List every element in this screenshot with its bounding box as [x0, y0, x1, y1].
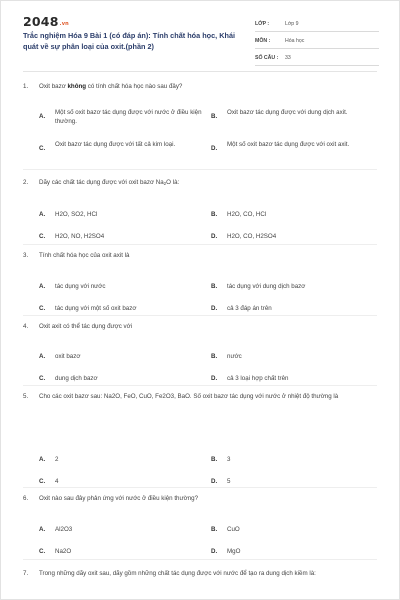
- logo-text: 2048: [23, 14, 59, 29]
- question-divider: [23, 559, 377, 560]
- question-5: [23, 392, 381, 487]
- question-3: [23, 251, 381, 316]
- answer-option-b[interactable]: B. 3: [211, 456, 231, 463]
- meta-key: SỐ CÂU :: [255, 55, 279, 61]
- question-stem: [23, 322, 381, 331]
- question-text: Trong những dãy oxit sau, dãy gồm những chất tác dụng được với nước để tạo ra dung dịch kiềm là:: [39, 570, 316, 577]
- meta-row-count: [255, 53, 379, 66]
- question-stem: [23, 251, 381, 260]
- site-logo[interactable]: [23, 14, 69, 29]
- header-divider: [23, 71, 377, 72]
- answer-option-c[interactable]: C. dung dịch bazơ: [39, 375, 98, 382]
- answer-option-d[interactable]: D. H2O, CO, H2SO4: [211, 233, 277, 240]
- answer-option-c[interactable]: C. tác dụng với một số oxit bazơ: [39, 305, 137, 312]
- answer-option-b[interactable]: B. nước: [211, 353, 242, 360]
- worksheet-meta: [255, 19, 379, 70]
- answer-options: [23, 407, 381, 487]
- question-stem: [23, 494, 381, 503]
- meta-key: MÔN :: [255, 38, 271, 44]
- subscript: 2: [163, 181, 167, 186]
- emphasis-text: không: [67, 83, 87, 90]
- question-text: Oxit axit có thể tác dụng được với: [39, 323, 133, 330]
- question-stem: [23, 82, 381, 91]
- worksheet-title: Trắc nghiệm Hóa 9 Bài 1 (có đáp án): Tính chất hóa học, Khái quát về sự phân loại của oxit.(phần 2): [23, 31, 236, 51]
- question-text: Dãy các chất tác dụng được với oxit bazơ $Na_2O$ là:: [39, 179, 180, 186]
- answer-options: [23, 509, 381, 559]
- question-1: [23, 82, 381, 157]
- answer-option-a[interactable]: A. 2: [39, 456, 59, 463]
- answer-option-c[interactable]: C. Oxit bazơ tác dụng được với tất cả kim loại.: [39, 141, 176, 152]
- question-4: [23, 322, 381, 387]
- answer-option-d[interactable]: D. 5: [211, 478, 231, 485]
- meta-value: 33: [285, 55, 291, 61]
- question-stem: [23, 178, 381, 188]
- answer-option-d[interactable]: D. cả 3 loại hợp chất trên: [211, 375, 289, 382]
- meta-key: LỚP :: [255, 21, 270, 27]
- question-7: [23, 569, 381, 578]
- answer-options: [23, 97, 381, 157]
- question-number: 1.: [23, 83, 29, 90]
- meta-row-class: [255, 19, 379, 32]
- question-2: [23, 178, 381, 244]
- question-text: Cho các oxit bazơ sau: Na2O, FeO, CuO, Fe2O3, BaO. Số oxit bazơ tác dụng với nước ở nhiệt độ thường là: [39, 393, 339, 400]
- answer-option-a[interactable]: A. Al2O3: [39, 526, 73, 533]
- answer-option-b[interactable]: B. tác dụng với dung dịch bazơ: [211, 283, 306, 290]
- question-number: 2.: [23, 179, 29, 186]
- question-number: 3.: [23, 252, 29, 259]
- question-text: Oxit bazơ không có tính chất hóa học nào sau đây?: [39, 83, 183, 90]
- question-6: [23, 494, 381, 559]
- answer-option-a[interactable]: A. oxit bazơ: [39, 353, 81, 360]
- answer-option-a[interactable]: A. tác dụng với nước: [39, 283, 106, 290]
- answer-options: [23, 337, 381, 387]
- question-stem: [23, 569, 381, 578]
- answer-options: [23, 266, 381, 316]
- answer-option-c[interactable]: C. H2O, NO, H2SO4: [39, 233, 105, 240]
- question-text: Oxit nào sau đây phản ứng với nước ở điều kiện thường?: [39, 495, 199, 502]
- answer-options: [23, 194, 381, 244]
- question-divider: [23, 244, 377, 245]
- meta-value: Hóa học: [285, 38, 305, 44]
- meta-value: Lớp 9: [285, 21, 299, 27]
- question-stem: [23, 392, 381, 401]
- answer-option-c[interactable]: C. Na2O: [39, 548, 72, 555]
- question-divider: [23, 315, 377, 316]
- logo-suffix: .vn: [59, 21, 69, 27]
- question-divider: [23, 487, 377, 488]
- answer-option-d[interactable]: D. MgO: [211, 548, 241, 555]
- answer-option-a[interactable]: A. Một số oxit bazơ tác dụng được với nước ở điều kiện thường.: [39, 109, 202, 125]
- answer-option-b[interactable]: B. H2O, CO, HCl: [211, 211, 267, 218]
- answer-option-a[interactable]: A. H2O, SO2, HCl: [39, 211, 98, 218]
- meta-row-subject: [255, 36, 379, 49]
- question-number: 5.: [23, 393, 29, 400]
- answer-option-c[interactable]: C. 4: [39, 478, 59, 485]
- question-number: 7.: [23, 570, 29, 577]
- answer-option-d[interactable]: D. Một số oxit bazơ tác dụng được với oxit axit.: [211, 141, 350, 152]
- question-divider: [23, 385, 377, 386]
- answer-option-d[interactable]: D. cả 3 đáp án trên: [211, 305, 272, 312]
- answer-option-b[interactable]: B. CuO: [211, 526, 240, 533]
- question-divider: [23, 169, 377, 170]
- question-number: 4.: [23, 323, 29, 330]
- question-text: Tính chất hóa học của oxit axit là: [39, 252, 130, 259]
- answer-option-b[interactable]: B. Oxit bazơ tác dụng được với dung dịch axit.: [211, 109, 348, 120]
- question-number: 6.: [23, 495, 29, 502]
